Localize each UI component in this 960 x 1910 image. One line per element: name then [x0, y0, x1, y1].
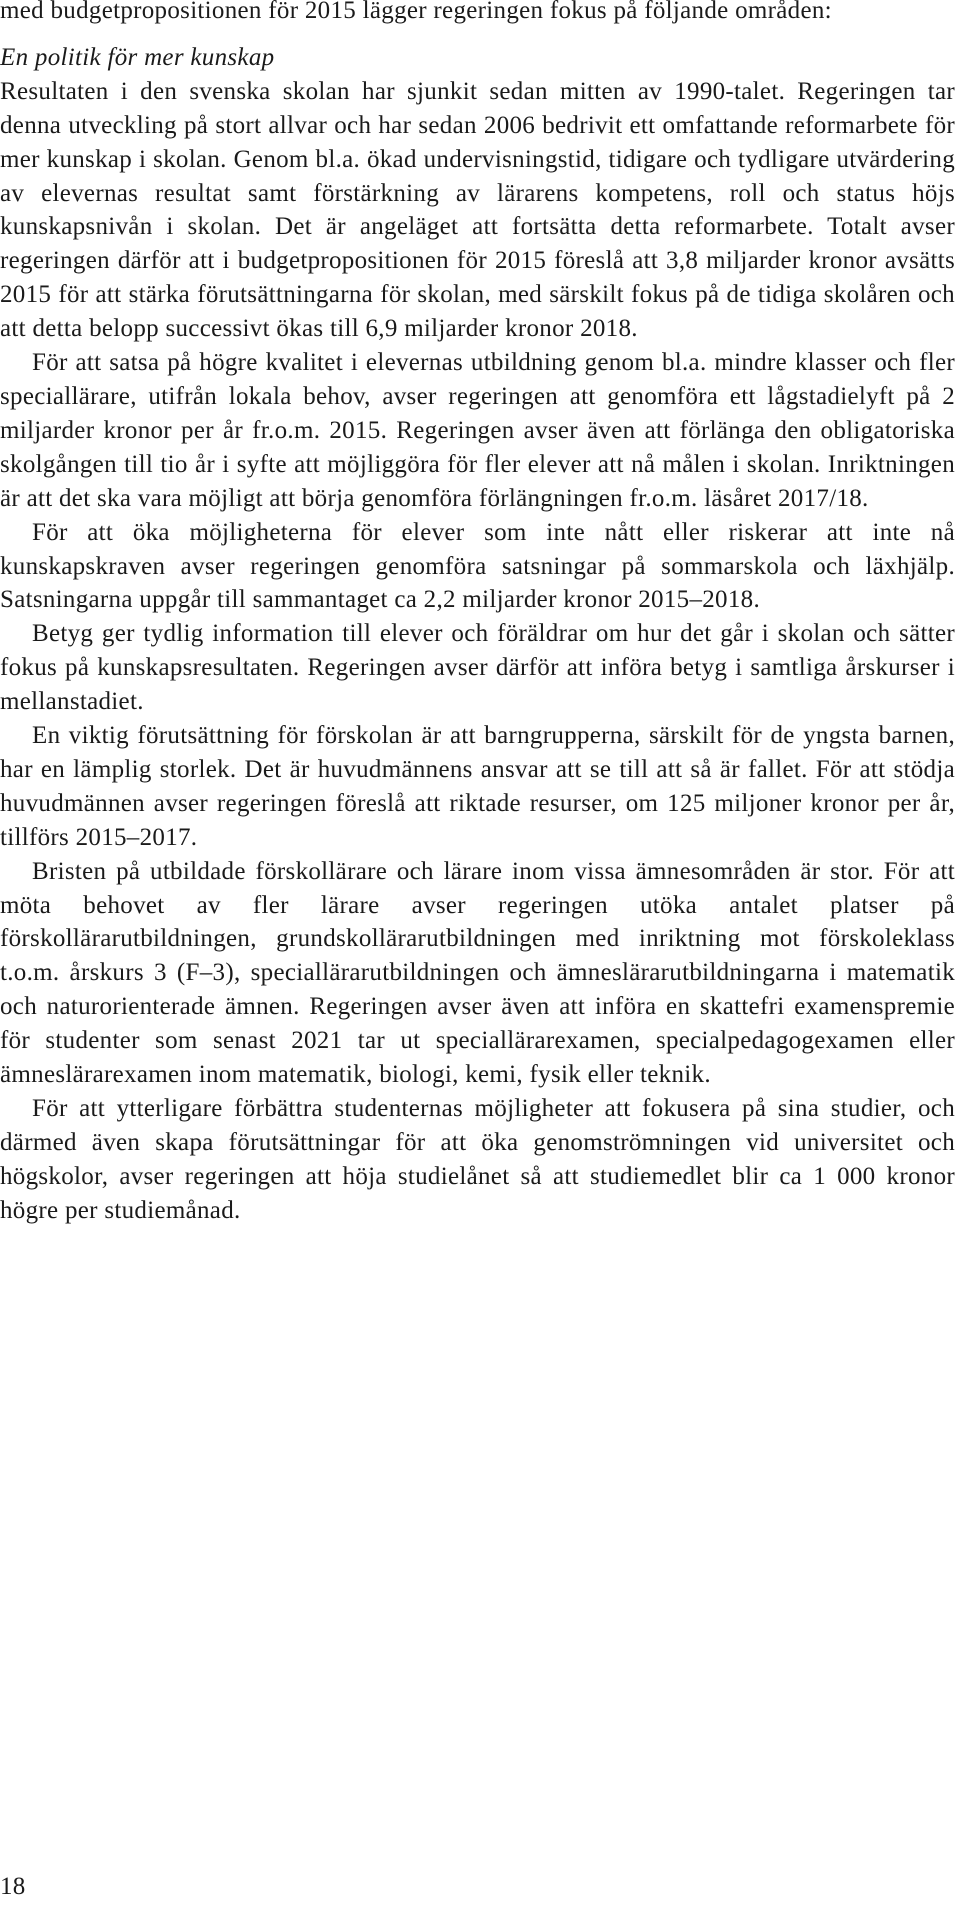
paragraph-3: För att öka möjligheterna för elever som inte nått eller riskerar att inte nå kunskapskraven avser regeringen genomföra satsningar på sommarskola och läxhjälp. Satsningarna uppgår till sammantaget ca 2,2 miljarder kronor 2015–2018. [0, 518, 955, 614]
section-heading: En politik för mer kunskap [0, 43, 275, 71]
paragraph-1: Resultaten i den svenska skolan har sjunkit sedan mitten av 1990-talet. Regeringen tar denna utveckling på stort allvar och har sedan 2006 bedrivit ett omfattande reformarbete för mer kunskap i skolan. Genom bl.a. ökad undervisningstid, tidigare och tydligare utvärdering av elevernas resultat samt förstärkning av lärarens kompetens, roll och status höjs kunskapsnivån i skolan. Det är angeläget att fortsätta detta reformarbete. Totalt avser regeringen därför att i budgetpropositionen för 2015 föreslå att 3,8 miljarder kronor avsätts 2015 för att stärka förutsättningarna för skolan, med särskilt fokus på de tidiga skolåren och att detta belopp successivt ökas till 6,9 miljarder kronor 2018. [0, 77, 955, 343]
paragraph-6: Bristen på utbildade förskollärare och lärare inom vissa ämnesområden är stor. För att möta behovet av fler lärare avser regeringen utöka antalet platser på förskollärarutbildningen, grundskollärarutbildningen med inriktning mot förskoleklass t.o.m. årskurs 3 (F–3), speciallärarutbildningen och ämneslärarutbildningarna i matematik och naturorienterade ämnen. Regeringen avser även att införa en skattefri examenspremie för studenter som senast 2021 tar ut speciallärarexamen, specialpedagogexamen eller ämneslärarexamen inom matematik, biologi, kemi, fysik eller teknik. [0, 857, 955, 1089]
paragraph-4: Betyg ger tydlig information till elever och föräldrar om hur det går i skolan och sätter fokus på kunskapsresultaten. Regeringen avser därför att införa betyg i samtliga årskurser i mellanstadiet. [0, 620, 955, 716]
paragraph-7: För att ytterligare förbättra studenternas möjligheter att fokusera på sina studier, och därmed även skapa förutsättningar för att öka genomströmningen vid universitet och högskolor, avser regeringen att höja studielånet så att studiemedlet blir ca 1 000 kronor högre per studiemånad. [0, 1095, 955, 1224]
page-number: 18 [0, 1873, 26, 1900]
paragraph-5: En viktig förutsättning för förskolan är att barngrupperna, särskilt för de yngsta barnen, har en lämplig storlek. Det är huvudmännens ansvar att se till att så är fallet. För att stödja huvudmännen avser regeringen föreslå att riktade resurser, om 125 miljoner kronor per år, tillförs 2015–2017. [0, 722, 955, 851]
paragraph-2: För att satsa på högre kvalitet i elevernas utbildning genom bl.a. mindre klasser och fler speciallärare, utifrån lokala behov, avser regeringen att genomföra ett lågstadielyft på 2 miljarder kronor per år fr.o.m. 2015. Regeringen avser även att förlänga den obligatoriska skolgången till tio år i syfte att möjliggöra för fler elever att nå målen i skolan. Inriktningen är att det ska vara möjligt att börja genomföra förlängningen fr.o.m. läsåret 2017/18. [0, 349, 955, 512]
intro-paragraph: med budgetpropositionen för 2015 lägger regeringen fokus på följande områden: [0, 0, 832, 24]
